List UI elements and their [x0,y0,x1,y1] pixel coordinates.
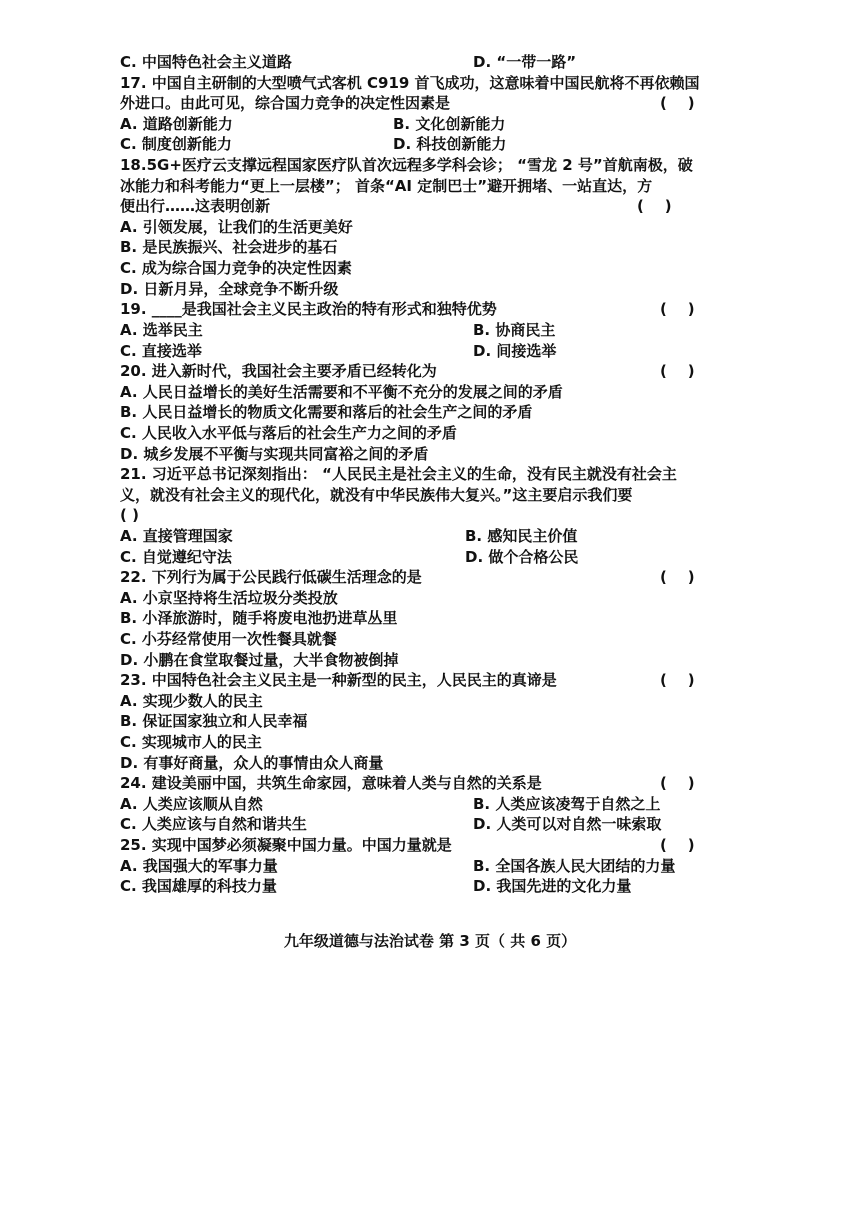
option-c: C. 实现城市人的民主 [120,733,262,751]
option-a: A. 道路创新能力 [120,115,233,133]
answer-bracket: ( ) [637,197,672,215]
option-d: D. 做个合格公民 [465,548,579,566]
question-25-stem: 25. 实现中国梦必须凝聚中国力量。中国力量就是 [120,836,452,854]
question-18-stem: 18.5G+医疗云支撑远程国家医疗队首次远程多学科会诊； “雪龙 2 号”首航南极，破 [120,156,693,174]
option-a: A. 实现少数人的民主 [120,692,263,710]
option-d: D. 间接选举 [473,342,557,360]
answer-bracket: ( ) [660,568,695,586]
option-c: C. 人民收入水平低与落后的社会生产力之间的矛盾 [120,424,457,442]
option-b: B. 是民族振兴、社会进步的基石 [120,238,338,256]
option-c: C. 人类应该与自然和谐共生 [120,815,307,833]
option-c: C. 成为综合国力竞争的决定性因素 [120,259,352,277]
option-b: B. 人类应该凌驾于自然之上 [473,795,661,813]
option-c: C. 直接选举 [120,342,202,360]
question-21-stem-cont: 义，就没有社会主义的现代化，就没有中华民族伟大复兴。”这主要启示我们要 [120,486,633,504]
option-a: A. 我国强大的军事力量 [120,857,278,875]
answer-bracket: ( ) [660,671,695,689]
option-d: D. 科技创新能力 [393,135,507,153]
answer-bracket: ( ) [660,774,695,792]
option-b: B. 感知民主价值 [465,527,578,545]
option-a: A. 选举民主 [120,321,203,339]
option-c: C. 制度创新能力 [120,135,232,153]
option-a: A. 人类应该顺从自然 [120,795,263,813]
question-21-stem: 21. 习近平总书记深刻指出： “人民民主是社会主义的生命，没有民主就没有社会主 [120,465,677,483]
option-d: D. 城乡发展不平衡与实现共同富裕之间的矛盾 [120,445,429,463]
option-c: C. 自觉遵纪守法 [120,548,232,566]
option-b: B. 全国各族人民大团结的力量 [473,857,676,875]
answer-bracket: ( ) [660,362,695,380]
option-a: A. 引领发展，让我们的生活更美好 [120,218,353,236]
question-18-stem-cont: 冰能力和科考能力“更上一层楼”； 首条“AI 定制巴士”避开拥堵、一站直达，方 [120,177,653,195]
option-a: A. 人民日益增长的美好生活需要和不平衡不充分的发展之间的矛盾 [120,383,563,401]
option-b: B. 保证国家独立和人民幸福 [120,712,308,730]
option-c: C. 我国雄厚的科技力量 [120,877,277,895]
option-c: C. 小芬经常使用一次性餐具就餐 [120,630,337,648]
option-b: B. 协商民主 [473,321,556,339]
option-d: D. “一带一路” [473,53,577,71]
answer-bracket: ( ) [660,300,695,318]
answer-bracket: ( ) [660,836,695,854]
option-b: B. 文化创新能力 [393,115,506,133]
option-d: D. 有事好商量，众人的事情由众人商量 [120,754,384,772]
question-24-stem: 24. 建设美丽中国，共筑生命家园，意味着人类与自然的关系是 [120,774,542,792]
question-18-stem-cont: 便出行……这表明创新 [120,197,271,215]
option-c: C. 中国特色社会主义道路 [120,53,292,71]
option-a: A. 小京坚持将生活垃圾分类投放 [120,589,338,607]
option-d: D. 人类可以对自然一味索取 [473,815,662,833]
question-22-stem: 22. 下列行为属于公民践行低碳生活理念的是 [120,568,422,586]
option-d: D. 我国先进的文化力量 [473,877,632,895]
page-footer: 九年级道德与法治试卷 第 3 页（ 共 6 页） [283,932,577,950]
question-19-stem: 19. ____是我国社会主义民主政治的特有形式和独特优势 [120,300,497,318]
option-d: D. 日新月异，全球竞争不断升级 [120,280,339,298]
answer-bracket: ( ) [120,506,139,524]
option-b: B. 小泽旅游时，随手将废电池扔进草丛里 [120,609,398,627]
question-20-stem: 20. 进入新时代，我国社会主要矛盾已经转化为 [120,362,437,380]
question-17-stem-cont: 外进口。由此可见，综合国力竞争的决定性因素是 [120,94,451,112]
answer-bracket: ( ) [660,94,695,112]
question-23-stem: 23. 中国特色社会主义民主是一种新型的民主，人民民主的真谛是 [120,671,557,689]
option-d: D. 小鹏在食堂取餐过量，大半食物被倒掉 [120,651,399,669]
option-b: B. 人民日益增长的物质文化需要和落后的社会生产之间的矛盾 [120,403,533,421]
question-17-stem: 17. 中国自主研制的大型喷气式客机 C919 首飞成功，这意味着中国民航将不再依赖国 [120,74,700,92]
option-a: A. 直接管理国家 [120,527,233,545]
